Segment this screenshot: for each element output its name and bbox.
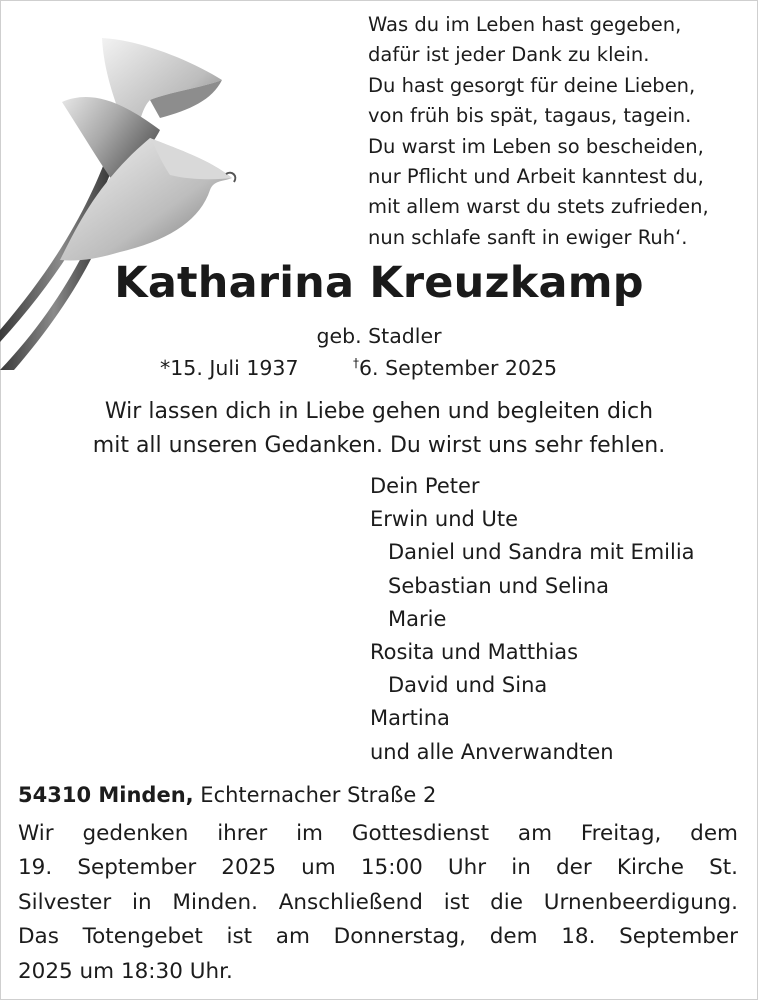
mourner: Marie xyxy=(388,606,447,631)
maiden-name: geb. Stadler xyxy=(316,324,442,348)
address xyxy=(18,783,436,807)
mourner: Daniel und Sandra mit Emilia xyxy=(388,540,695,565)
mourner: Dein Peter xyxy=(370,474,480,498)
farewell-line: Wir lassen dich in Liebe gehen und begleiten dich xyxy=(104,399,654,424)
poem-line: von früh bis spät, tagaus, tagein. xyxy=(368,104,692,128)
poem-line: Du hast gesorgt für deine Lieben, xyxy=(368,73,696,97)
service-line: 2025 um 18:30 Uhr. xyxy=(18,958,233,984)
mourner: Rosita und Matthias xyxy=(370,640,579,665)
service-info xyxy=(18,817,738,989)
farewell-line: mit all unseren Gedanken. Du wirst uns sehr fehlen. xyxy=(92,433,666,458)
mourner: und alle Anverwandten xyxy=(370,739,614,764)
cross-symbol: † xyxy=(353,356,359,370)
poem-line: dafür ist jeder Dank zu klein. xyxy=(368,43,650,67)
address-street: Echternacher Straße 2 xyxy=(193,783,437,807)
service-line: Wir gedenken ihrer im Gottesdienst am Freitag, dem xyxy=(18,821,738,846)
death-date-text: 6. September 2025 xyxy=(359,356,558,380)
service-line: Silvester in Minden. Anschließend ist die Urnenbeerdigung. xyxy=(18,889,738,915)
calla-lily-image xyxy=(0,30,250,370)
poem-line: nur Pflicht und Arbeit kanntest du, xyxy=(368,165,704,189)
mourner: Martina xyxy=(370,706,450,731)
service-line: 19. September 2025 um 15:00 Uhr in der Kirche St. xyxy=(18,855,738,881)
service-line: Das Totengebet ist am Donnerstag, dem 18. September xyxy=(18,924,738,950)
poem-line: Was du im Leben hast gegeben, xyxy=(368,13,682,36)
mourner: David und Sina xyxy=(388,673,548,698)
farewell-message xyxy=(0,395,758,463)
mourner: Erwin und Ute xyxy=(370,507,519,532)
mourners-list xyxy=(370,470,695,769)
poem-line: nun schlafe sanft in ewiger Ruh‘. xyxy=(368,225,688,249)
decedent-name: Katharina Kreuzkamp xyxy=(114,258,644,308)
death-date xyxy=(353,356,557,380)
memorial-poem xyxy=(368,10,748,253)
birth-date: *15. Juli 1937 xyxy=(160,356,299,380)
poem-line: Du warst im Leben so bescheiden, xyxy=(368,134,704,158)
poem-line: mit allem warst du stets zufrieden, xyxy=(368,195,709,219)
address-city: 54310 Minden, xyxy=(18,783,194,807)
mourner: Sebastian und Selina xyxy=(388,573,610,598)
